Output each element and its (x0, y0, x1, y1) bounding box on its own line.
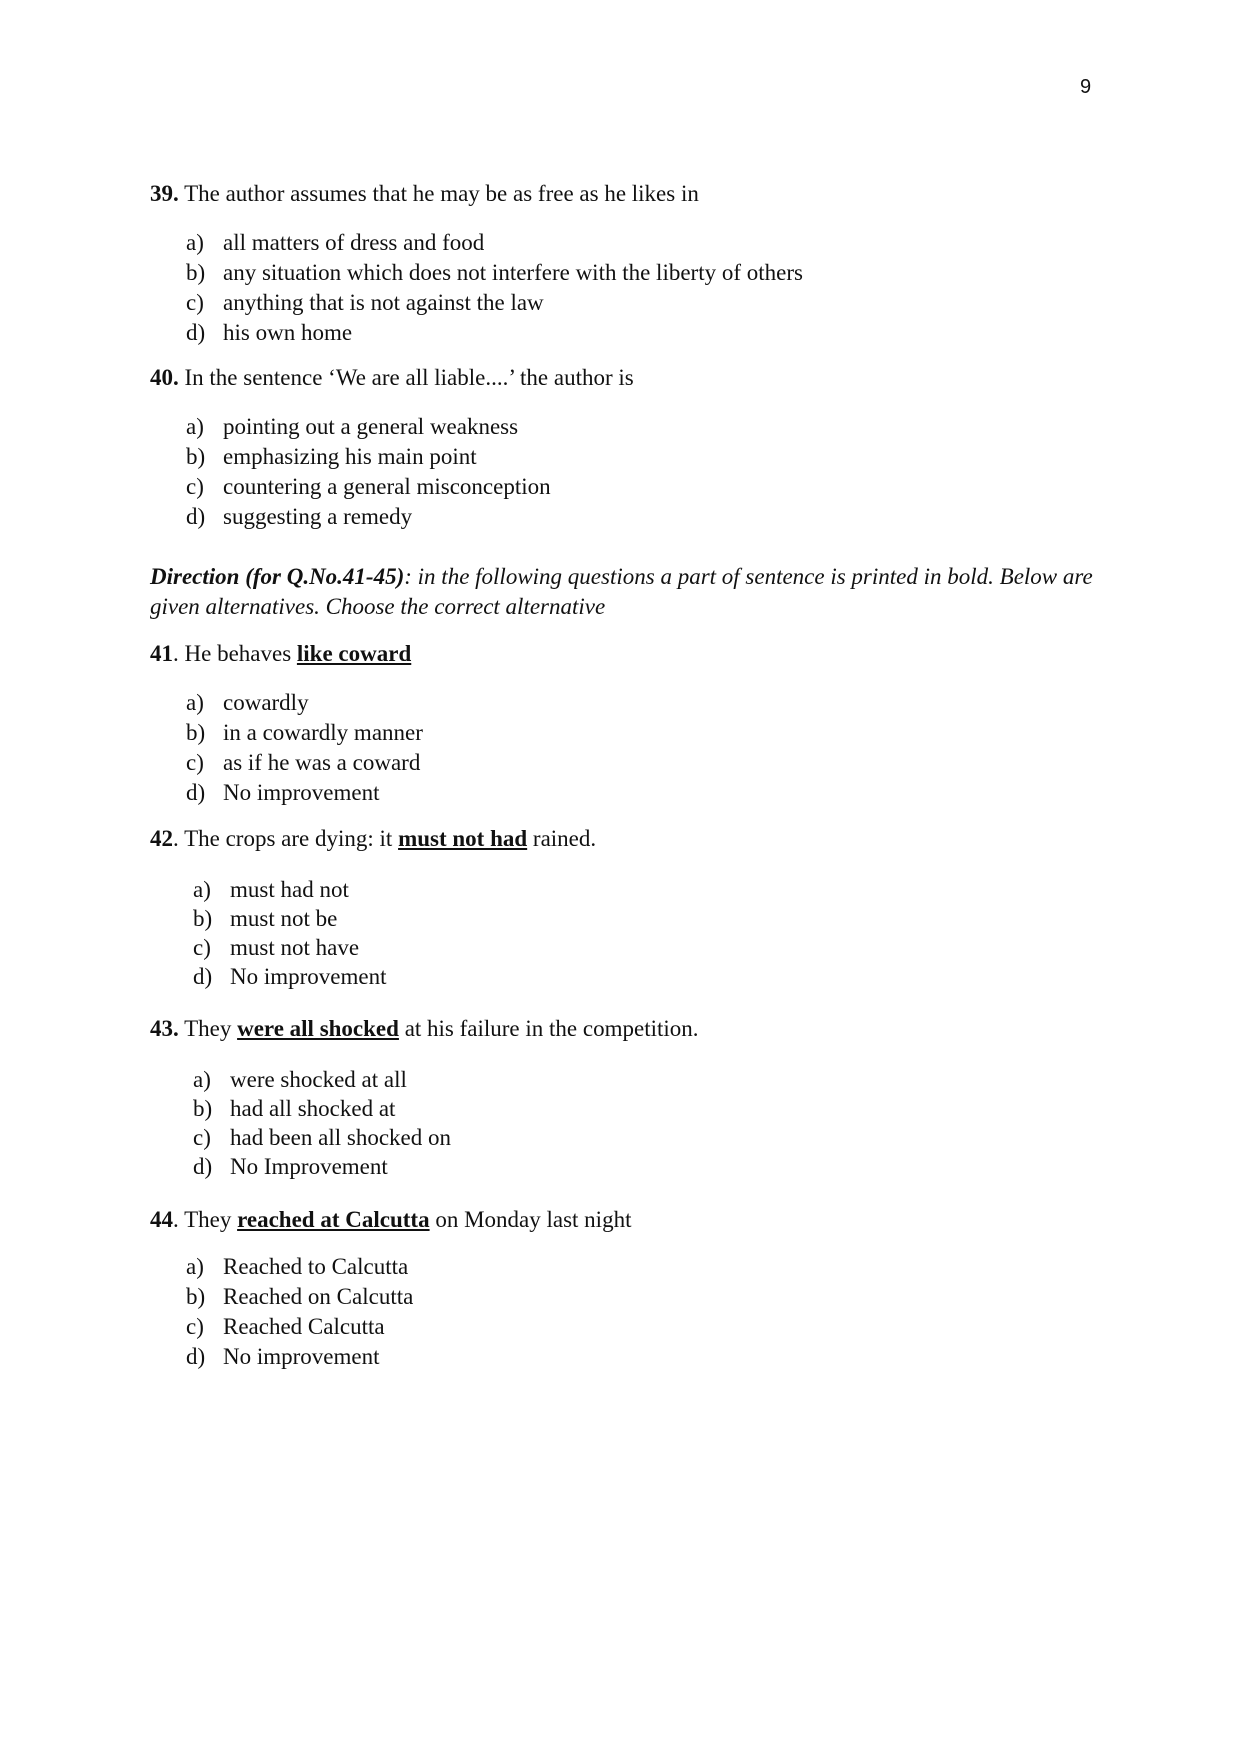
option-letter: a) (186, 690, 204, 715)
question-number: 44 (150, 1207, 173, 1232)
question-text-before: . He behaves (173, 641, 297, 666)
option-letter: b) (186, 1284, 206, 1309)
question-number: 41 (150, 641, 173, 666)
option-item (186, 502, 1110, 532)
question-39 (150, 178, 1110, 210)
option-text: No improvement (223, 1344, 380, 1369)
option-item (186, 1342, 1110, 1372)
option-letter: d) (186, 504, 206, 529)
options-40 (150, 412, 1110, 532)
option-letter: d) (193, 1154, 213, 1179)
bold-underlined-phrase: were all shocked (237, 1016, 399, 1041)
option-text: Reached to Calcutta (223, 1254, 409, 1279)
option-letter: b) (186, 444, 206, 469)
option-text: Reached on Calcutta (223, 1284, 414, 1309)
question-number: 42 (150, 826, 173, 851)
options-44 (150, 1252, 1110, 1372)
question-number: 39. (150, 181, 179, 206)
option-text: No Improvement (230, 1154, 388, 1179)
option-item (186, 718, 1110, 748)
option-text: any situation which does not interfere with the liberty of others (223, 260, 803, 285)
option-text: pointing out a general weakness (223, 414, 519, 439)
option-letter: c) (186, 1314, 204, 1339)
question-text: In the sentence ‘We are all liable....’ the author is (178, 365, 634, 390)
question-text: The author assumes that he may be as free as he likes in (178, 181, 699, 206)
option-text: cowardly (223, 690, 309, 715)
option-text: No improvement (230, 964, 387, 989)
option-text: had all shocked at (230, 1096, 396, 1121)
direction-text: : in the following questions a part of sentence is printed in bold. Below are given alternatives. Choose the correct alternative (150, 564, 1093, 619)
question-text-before: . The crops are dying: it (173, 826, 399, 851)
option-item (186, 778, 1110, 808)
option-item (186, 1312, 1110, 1342)
option-text: suggesting a remedy (223, 504, 413, 529)
option-text: must not be (230, 906, 338, 931)
question-content (150, 178, 1110, 1372)
option-text: as if he was a coward (223, 750, 421, 775)
option-letter: a) (186, 1254, 204, 1279)
bold-underlined-phrase: like coward (296, 641, 412, 666)
question-43 (150, 1013, 1110, 1045)
option-item (193, 1152, 1110, 1181)
question-40 (150, 362, 1110, 394)
option-letter: d) (186, 780, 206, 805)
page-number: 9 (1080, 76, 1092, 98)
question-42 (150, 823, 1110, 855)
option-letter: c) (193, 935, 211, 960)
option-item (186, 1282, 1110, 1312)
bold-underlined-phrase: reached at Calcutta (237, 1207, 430, 1232)
option-item (186, 318, 1110, 348)
option-letter: c) (186, 750, 204, 775)
option-item (193, 962, 1110, 991)
option-item (186, 228, 1110, 258)
option-text: all matters of dress and food (223, 230, 485, 255)
option-item (193, 933, 1110, 962)
question-text-after: on Monday last night (429, 1207, 632, 1232)
option-text: must not have (230, 935, 360, 960)
option-text: must had not (230, 877, 349, 902)
option-item (193, 904, 1110, 933)
options-42 (150, 875, 1110, 991)
option-item (186, 258, 1110, 288)
option-letter: c) (186, 474, 204, 499)
options-41 (150, 688, 1110, 808)
option-letter: b) (193, 1096, 213, 1121)
option-letter: a) (186, 230, 204, 255)
option-text: his own home (223, 320, 353, 345)
question-text-after: at his failure in the competition. (398, 1016, 699, 1041)
option-item (186, 412, 1110, 442)
option-item (186, 472, 1110, 502)
option-text: in a cowardly manner (223, 720, 423, 745)
option-text: Reached Calcutta (223, 1314, 385, 1339)
option-item (193, 1065, 1110, 1094)
option-item (186, 688, 1110, 718)
option-item (193, 1123, 1110, 1152)
option-letter: c) (193, 1125, 211, 1150)
option-item (193, 875, 1110, 904)
option-text: were shocked at all (230, 1067, 407, 1092)
option-letter: a) (186, 414, 204, 439)
option-item (186, 288, 1110, 318)
option-letter: d) (186, 1344, 206, 1369)
direction-label: Direction (for Q.No.41-45) (150, 564, 405, 589)
option-letter: b) (186, 260, 206, 285)
option-letter: b) (193, 906, 213, 931)
option-letter: d) (186, 320, 206, 345)
question-number: 43. (150, 1016, 179, 1041)
option-letter: c) (186, 290, 204, 315)
question-number: 40. (150, 365, 179, 390)
option-text: emphasizing his main point (223, 444, 477, 469)
question-44 (150, 1204, 1110, 1236)
bold-underlined-phrase: must not had (398, 826, 528, 851)
option-text: anything that is not against the law (223, 290, 544, 315)
option-item (186, 748, 1110, 778)
options-43 (150, 1065, 1110, 1181)
option-letter: d) (193, 964, 213, 989)
direction-instructions (150, 562, 1110, 622)
options-39 (150, 228, 1110, 348)
question-text-after: rained. (527, 826, 597, 851)
option-letter: a) (193, 1067, 211, 1092)
option-letter: b) (186, 720, 206, 745)
question-text-before: . They (173, 1207, 238, 1232)
option-letter: a) (193, 877, 211, 902)
question-text-before: They (178, 1016, 238, 1041)
question-41 (150, 638, 1110, 670)
option-text: No improvement (223, 780, 380, 805)
option-item (193, 1094, 1110, 1123)
option-text: had been all shocked on (230, 1125, 451, 1150)
option-item (186, 1252, 1110, 1282)
option-item (186, 442, 1110, 472)
option-text: countering a general misconception (223, 474, 551, 499)
